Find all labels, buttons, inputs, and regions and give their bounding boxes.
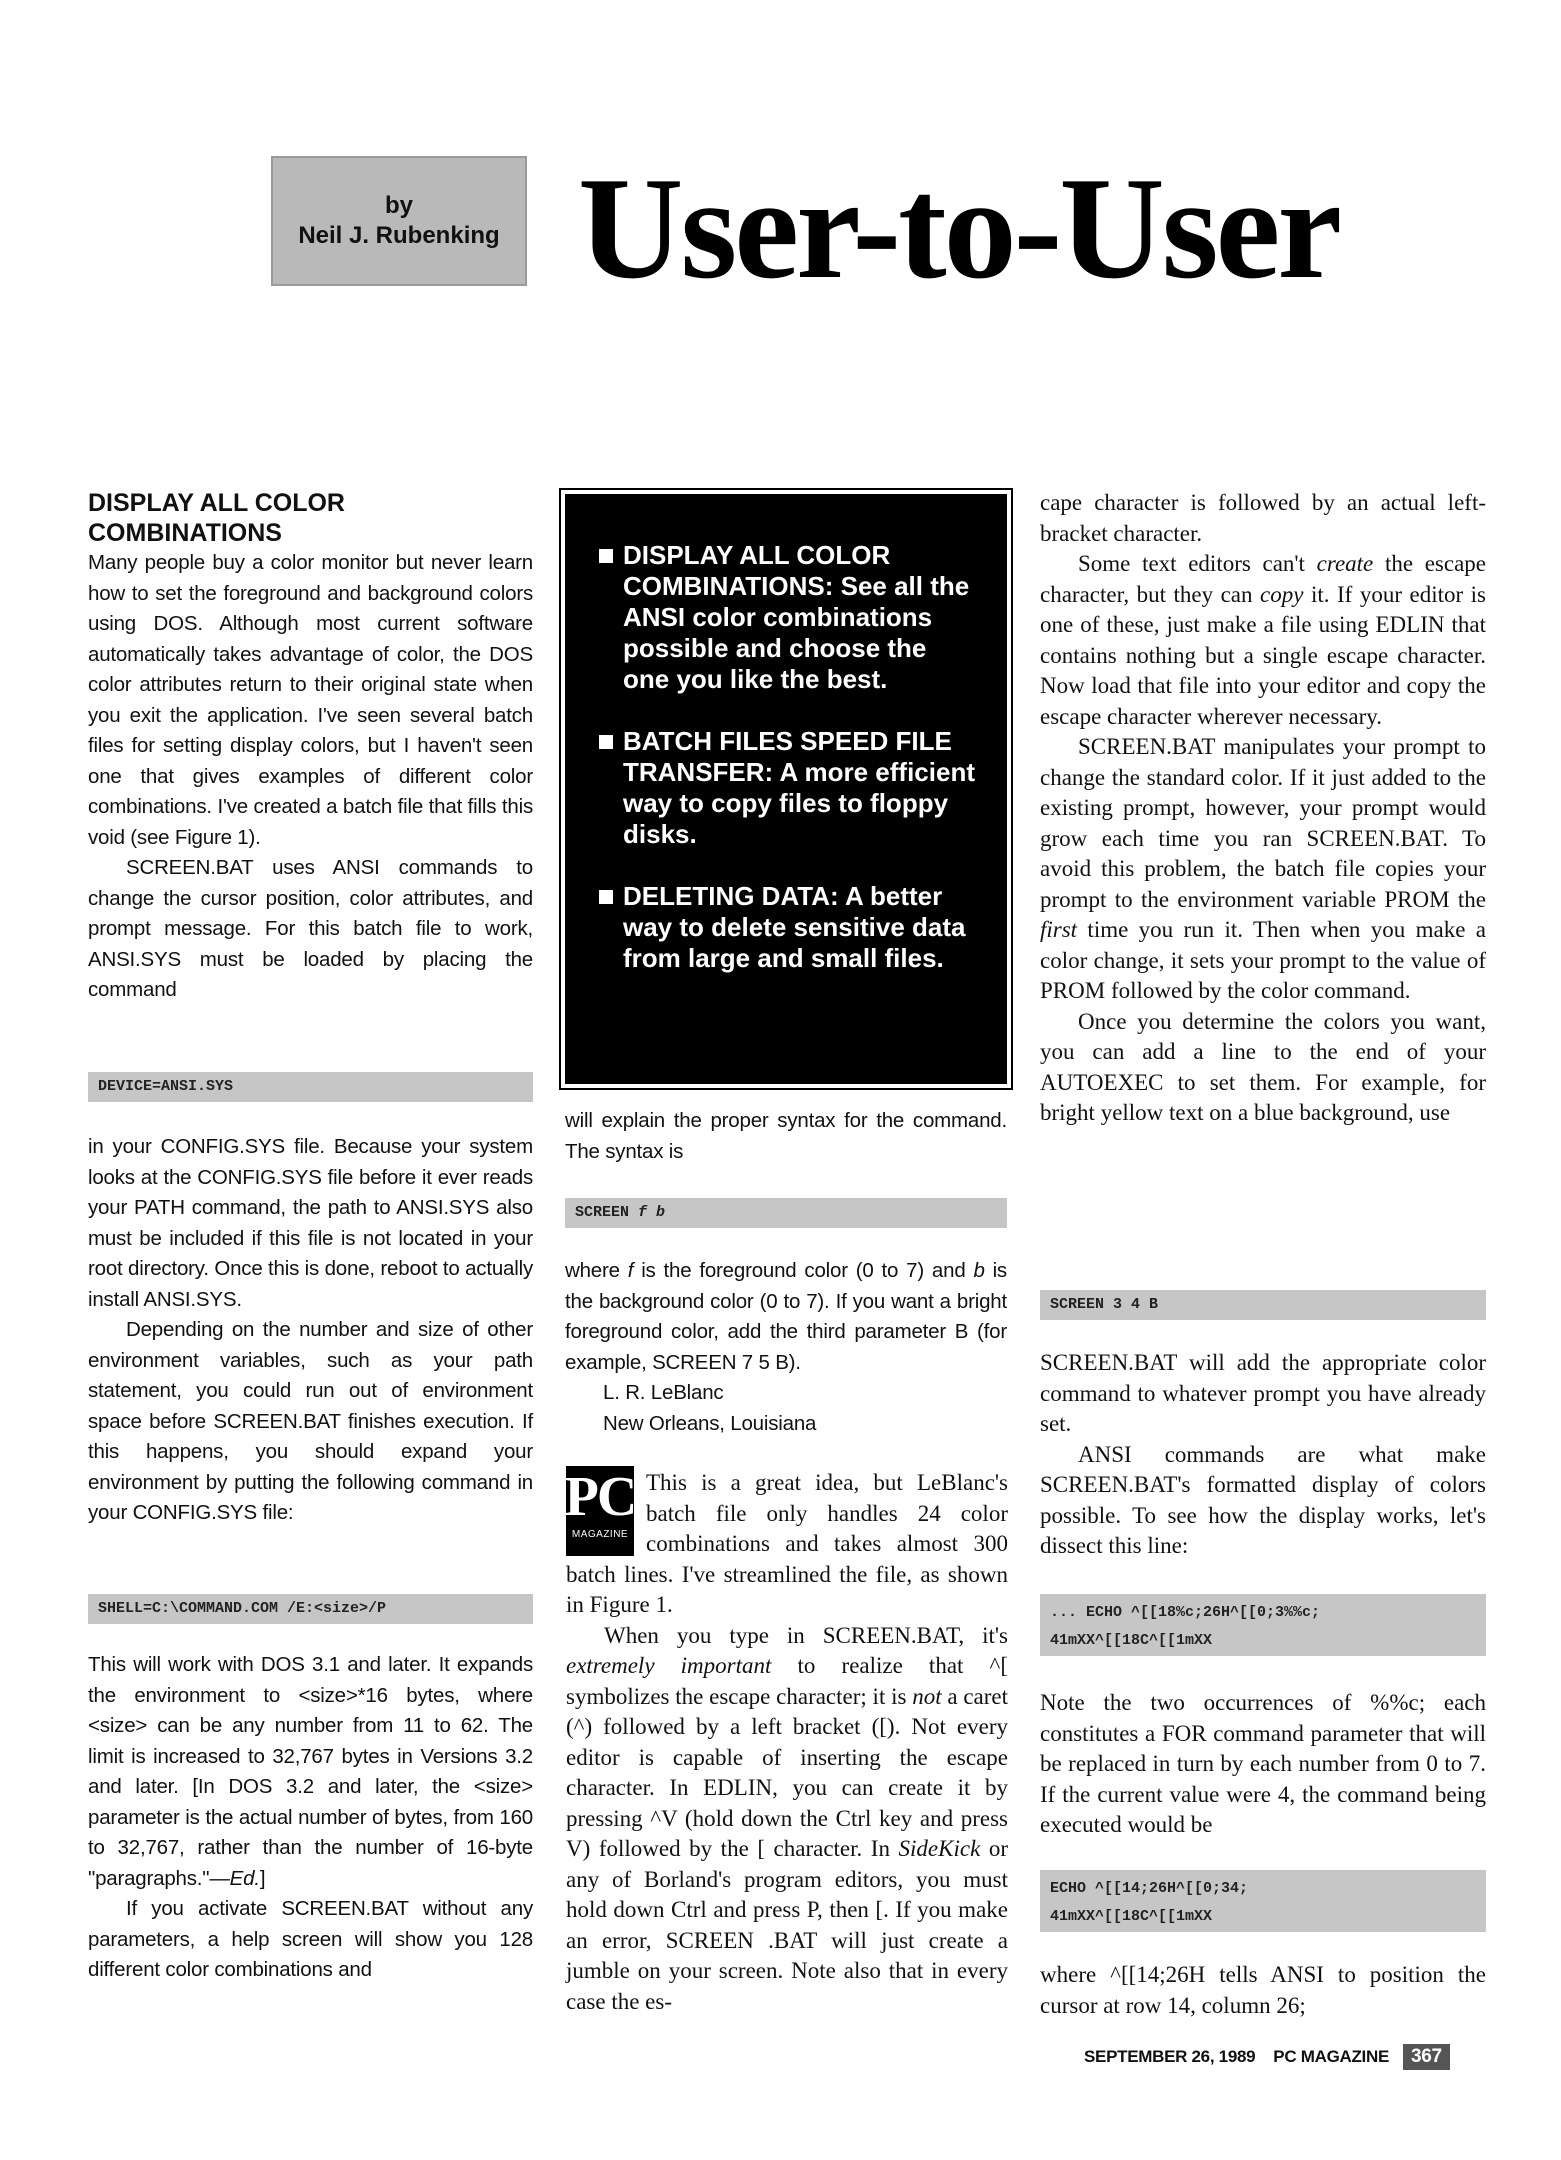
paragraph: SCREEN.BAT uses ANSI commands to change the cursor position, color attributes, and prompt message. For this batch file to work, ANSI.SYS must be loaded by placing the command — [88, 856, 533, 1001]
paragraph: Once you determine the colors you want, you can add a line to the end of your AUTOEXEC to set them. For example, for bright yellow text on a blue background, use — [1040, 1008, 1486, 1125]
paragraph: This will work with DOS 3.1 and later. It expands the environment to <size>*16 bytes, where <size> can be any number from 11 to 62. The limit is increased to 32,767 bytes in Versions 3.2 and later. [In DOS 3.2 and later, the <size> parameter is the actual number of bytes, from 160 to 32,767, rather than the number of 16-byte "paragraphs."—Ed.] — [88, 1653, 533, 1890]
paragraph: cape character is followed by an actual left-bracket character. — [1040, 490, 1486, 546]
paragraph: SCREEN.BAT manipulates your prompt to change the standard color. If it just added to the existing prompt, however, your prompt would grow each time you ran SCREEN.BAT. To avoid this problem, the batch file copies your prompt to the environment variable PROM the first time you run it. Then when you make a color change, it sets your prompt to the value of PROM followed by the color command. — [1040, 734, 1486, 1003]
byline-by: by — [384, 192, 413, 219]
sidebar-box — [565, 494, 1007, 1084]
sidebar-item: DELETING DATA: A better way to delete sensitive data from large and small files. — [599, 881, 979, 974]
col3-block-4 — [1040, 1960, 1486, 2021]
paragraph: This is a great idea, but LeBlanc's batch file only handles 24 color combinations and takes almost 300 batch lines. I've streamlined the file, as shown in Figure 1. — [566, 1470, 1008, 1617]
page-number: 367 — [1403, 2044, 1450, 2070]
col2-block-1 — [565, 1106, 1007, 1167]
paragraph: If you activate SCREEN.BAT without any parameters, a help screen will show you 128 different color combinations and — [88, 1897, 533, 1981]
bullet-icon — [599, 735, 613, 749]
section-heading: DISPLAY ALL COLOR COMBINATIONS — [88, 489, 345, 547]
byline-author: Neil J. Rubenking — [298, 222, 500, 249]
editor-tag: —Ed. — [209, 1866, 260, 1890]
page-footer — [1084, 2040, 1450, 2074]
col3-block-3 — [1040, 1688, 1486, 1841]
footer-magazine: PC MAGAZINE — [1273, 2047, 1389, 2066]
col2-block-2 — [565, 1256, 1007, 1439]
col1-block-3 — [88, 1650, 533, 1986]
paragraph: Depending on the number and size of other environment variables, such as your path statement, you could run out of environment space before SCREEN.BAT finishes execution. If this happens, you should expand your environment by putting the following command in your CONFIG.SYS file: — [88, 1318, 533, 1524]
footer-date: SEPTEMBER 26, 1989 — [1084, 2047, 1256, 2066]
code-echo-example: ECHO ^[[14;26H^[[0;34; 41mXX^[[18C^[[1mXX — [1040, 1870, 1486, 1932]
editor-note — [566, 1468, 1008, 2017]
col3-block-1 — [1040, 488, 1486, 1129]
page-title: User-to-User — [578, 147, 1340, 309]
paragraph: Note the two occurrences of %%c; each constitutes a FOR command parameter that will be replaced in turn by each number from 0 to 7. If the current value were 4, the command being executed would be — [1040, 1690, 1486, 1837]
col3-block-2 — [1040, 1348, 1486, 1562]
sidebar-item: DISPLAY ALL COLOR COMBINATIONS: See all the ANSI color combinations possible and choose the one you like the best. — [599, 540, 979, 695]
signature-name: L. R. LeBlanc — [603, 1381, 724, 1404]
paragraph: SCREEN.BAT will add the appropriate color command to whatever prompt you have already set. — [1040, 1350, 1486, 1436]
sidebar-item: BATCH FILES SPEED FILE TRANSFER: A more efficient way to copy files to floppy disks. — [599, 726, 979, 850]
pc-magazine-logo: PC MAGAZINE — [566, 1466, 634, 1556]
code-shell: SHELL=C:\COMMAND.COM /E:<size>/P — [88, 1594, 533, 1624]
paragraph: in your CONFIG.SYS file. Because your system looks at the CONFIG.SYS file before it ever reads your PATH command, the path to ANSI.SYS also must be included if this file is not located in your root directory. Once this is done, reboot to actually install ANSI.SYS. — [88, 1135, 533, 1311]
code-screen-syntax: SCREEN f b — [565, 1198, 1007, 1228]
signature-place: New Orleans, Louisiana — [603, 1411, 817, 1435]
bullet-icon — [599, 549, 613, 563]
paragraph: Many people buy a color monitor but never learn how to set the foreground and background colors using DOS. Although most current software automatically takes advantage of color, the DOS color attributes return to their original state when you exit the application. I've seen several batch files for setting display colors, but I haven't seen one that gives examples of different color combinations. I've created a batch file that fills this void (see Figure 1). — [88, 551, 533, 849]
paragraph: ANSI commands are what make SCREEN.BAT's formatted display of colors possible. To see how the display works, let's dissect this line: — [1040, 1441, 1486, 1558]
paragraph: When you type in SCREEN.BAT, it's extremely important to realize that ^[ symbolizes the escape character; it is not a caret (^) followed by a left bracket ([). Not every editor is capable of inserting the escape character. In EDLIN, you can create it by pressing ^V (hold down the Ctrl key and press V) followed by the [ character. In SideKick or any of Borland's program editors, you must hold down Ctrl and press P, then [. If you make an error, SCREEN .BAT will just create a jumble on your screen. Note also that in every case the es- — [566, 1622, 1008, 2014]
col1-block-1 — [88, 548, 533, 1006]
paragraph: where f is the foreground color (0 to 7) and b is the background color (0 to 7). If you want a bright foreground color, add the third parameter B (for example, SCREEN 7 5 B). — [565, 1259, 1007, 1374]
code-echo-template: ... ECHO ^[[18%c;26H^[[0;3%%c; 41mXX^[[18C^[[1mXX — [1040, 1594, 1486, 1656]
code-screen-example: SCREEN 3 4 B — [1040, 1290, 1486, 1320]
paragraph: will explain the proper syntax for the command. The syntax is — [565, 1109, 1007, 1163]
paragraph: Some text editors can't create the escape character, but they can copy it. If your editor is one of these, just make a file using EDLIN that contains nothing but a single escape character. Now load that file into your editor and copy the escape character wherever necessary. — [1040, 551, 1486, 729]
paragraph: where ^[[14;26H tells ANSI to position the cursor at row 14, column 26; — [1040, 1962, 1486, 2018]
bullet-icon — [599, 890, 613, 904]
code-device-ansi: DEVICE=ANSI.SYS — [88, 1072, 533, 1102]
col1-block-2 — [88, 1132, 533, 1529]
byline-box — [271, 156, 527, 286]
